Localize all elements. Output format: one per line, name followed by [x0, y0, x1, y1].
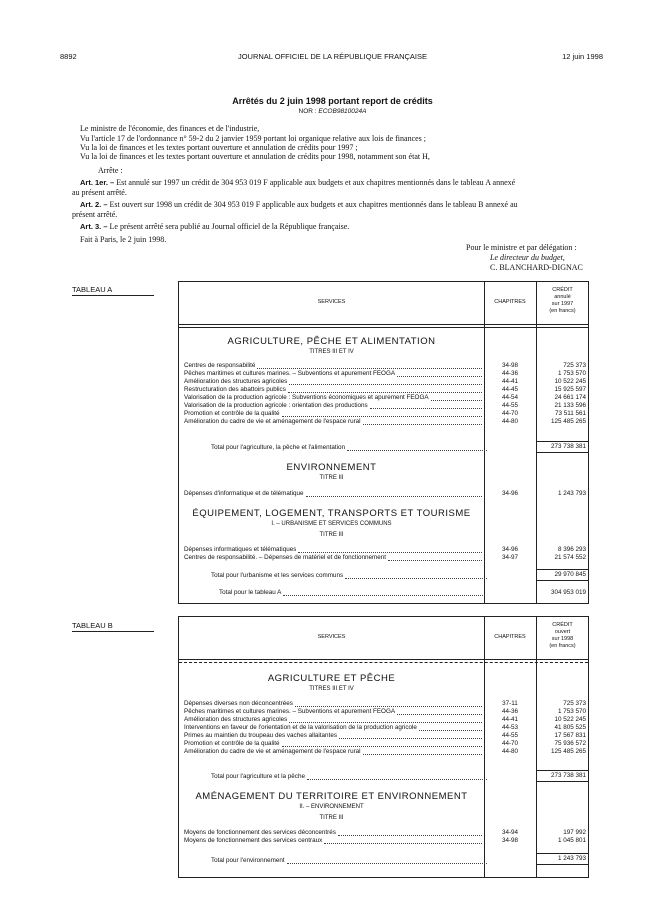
table-row [184, 490, 588, 498]
leader-dots [324, 837, 482, 844]
leader-dots [282, 740, 482, 747]
tableau-a-table [178, 281, 589, 604]
row-amount: 1 243 793 [557, 490, 586, 497]
arrete-label: Arrête : [98, 166, 123, 175]
row-amount: 725 373 [563, 362, 586, 369]
row-amount: 21 133 596 [554, 402, 586, 409]
section-subtitle: TITRES III ET IV [309, 686, 354, 692]
row-chapitre: 44-41 [501, 716, 519, 723]
table-row [184, 708, 588, 716]
row-chapitre: 37-11 [502, 700, 518, 707]
leader-dots [397, 708, 482, 715]
total-amount: 29 970 845 [554, 571, 586, 578]
signature-name: C. BLANCHARD-DIGNAC [490, 263, 583, 272]
total-label: Total pour l'agriculture, la pêche et l'alimentation [211, 444, 346, 451]
header-divider [179, 659, 588, 660]
section-title: AMÉNAGEMENT DU TERRITOIRE ET ENVIRONNEMENT [195, 791, 468, 802]
col-header-line: CRÉDIT [552, 287, 573, 293]
table-row [184, 829, 588, 837]
row-amount: 75 936 572 [554, 740, 586, 747]
table-row [184, 546, 588, 554]
col-header-line: ouvert [554, 629, 571, 635]
table-row [184, 724, 588, 732]
row-amount: 15 925 597 [554, 386, 586, 393]
leader-dots [295, 700, 482, 707]
row-chapitre: 44-45 [501, 386, 519, 393]
col-header-line: annulé [554, 294, 571, 300]
leader-dots [298, 546, 482, 553]
nor-code: ECOB9810024A [318, 108, 367, 115]
leader-dots [363, 748, 482, 755]
row-label: Restructuration des abattoirs publics [184, 386, 286, 393]
table-row [184, 837, 588, 845]
article-label: Art. 3. – [80, 222, 108, 231]
row-chapitre: 44-70 [501, 740, 519, 747]
section-subtitle: TITRE III [319, 532, 344, 538]
article-1-cont: au présent arrêté. [72, 188, 127, 197]
page-number: 8892 [60, 52, 77, 61]
table-row [184, 370, 588, 378]
table-row [184, 362, 588, 370]
leader-dots [306, 490, 482, 497]
row-amount: 1 753 570 [557, 370, 586, 377]
table-row [184, 378, 588, 386]
leader-dots [289, 378, 482, 385]
journal-title: JOURNAL OFFICIEL DE LA RÉPUBLIQUE FRANÇAISE [237, 52, 428, 61]
row-label: Promotion et contrôle de la qualité [184, 740, 280, 747]
section-subtitle: II. – ENVIRONNEMENT [299, 804, 364, 810]
section-subtitle: I. – URBANISME ET SERVICES COMMUNS [271, 521, 392, 527]
nor-reference [0, 108, 665, 115]
section-title: AGRICULTURE, PÊCHE ET ALIMENTATION [227, 336, 436, 347]
col-header-credit [536, 622, 589, 650]
table-row [184, 402, 588, 410]
row-amount: 1 753 570 [557, 708, 586, 715]
col-header-chapitres: CHAPITRES [494, 634, 526, 640]
article-label: Art. 2. – [80, 200, 108, 209]
intro-line: Vu la loi de finances et les textes portant ouverture et annulation de crédits pour 1998, notamment son état H, [80, 152, 430, 161]
tableau-a-label [72, 285, 154, 296]
intro-line: Vu la loi de finances et les textes portant ouverture et annulation de crédits pour 1997 ; [80, 143, 358, 152]
col-header-services: SERVICES [317, 299, 346, 305]
intro-line: Le ministre de l'économie, des finances et de l'industrie, [80, 124, 260, 133]
table-row [184, 554, 588, 562]
row-chapitre: 44-54 [501, 394, 519, 401]
header-divider [179, 324, 588, 325]
header-divider [179, 327, 588, 328]
row-label: Amélioration du cadre de vie et aménagement de l'espace rural [184, 748, 361, 755]
signature-line: Le directeur du budget, [490, 253, 565, 262]
leader-dots [338, 829, 482, 836]
col-header-line: (en francs) [549, 643, 576, 649]
leader-dots [397, 370, 482, 377]
tableau-b-label [72, 621, 154, 632]
row-label: Amélioration des structures agricoles [184, 378, 288, 385]
total-amount: 304 953 019 [550, 589, 586, 596]
row-amount: 41 805 525 [554, 724, 586, 731]
section-subtitle: TITRES III ET IV [309, 349, 354, 355]
table-row [184, 394, 588, 402]
row-chapitre: 34-96 [501, 490, 519, 497]
row-chapitre: 44-36 [501, 370, 519, 377]
row-label: Centres de responsabilité. – Dépenses de matériel et de fonctionnement [184, 554, 386, 561]
tableau-label-text: TABLEAU A [72, 285, 113, 294]
leader-dots [282, 410, 482, 417]
row-label: Moyens de fonctionnement des services déconcentrés [184, 829, 336, 836]
leader-dots [419, 724, 482, 731]
leader-dots [431, 394, 482, 401]
section-title: ÉQUIPEMENT, LOGEMENT, TRANSPORTS ET TOURISME [192, 508, 471, 519]
done-at: Fait à Paris, le 2 juin 1998. [80, 235, 167, 244]
leader-dots [370, 402, 482, 409]
row-label: Moyens de fonctionnement des services centraux [184, 837, 323, 844]
row-chapitre: 34-97 [501, 554, 519, 561]
total-label: Total pour l'urbanisme et les services communs [211, 572, 344, 579]
row-label: Valorisation de la production agricole : orientation des productions [184, 402, 368, 409]
nor-label: NOR : [298, 108, 317, 115]
table-row [184, 386, 588, 394]
section-subtitle: TITRE III [319, 815, 344, 821]
col-header-line: sur 1997 [551, 301, 574, 307]
total-label: Total pour l'agriculture et la pêche [211, 773, 305, 780]
leader-dots [339, 732, 482, 739]
leader-dots [283, 589, 485, 596]
leader-dots [307, 773, 487, 780]
row-label: Primes au maintien du troupeau des vaches allaitantes [184, 732, 337, 739]
row-chapitre: 34-96 [501, 546, 519, 553]
row-chapitre: 44-53 [501, 724, 519, 731]
col-header-services: SERVICES [317, 634, 346, 640]
row-chapitre: 44-36 [501, 708, 519, 715]
section-title: ENVIRONNEMENT [286, 462, 377, 473]
intro-line: Vu l'article 17 de l'ordonnance n° 59-2 du 2 janvier 1959 portant loi organique relative aux lois de finances ; [80, 134, 427, 143]
row-amount: 10 522 245 [554, 378, 586, 385]
row-label: Valorisation de la production agricole : Subventions économiques et apurement FEOGA [184, 394, 429, 401]
leader-dots [345, 572, 487, 579]
leader-dots [363, 418, 482, 425]
tableau-b-table [178, 616, 589, 878]
row-label: Dépenses d'informatique et de télématique [184, 490, 304, 497]
row-label: Pêches maritimes et cultures marines. – Subventions et apurement FEOGA [184, 708, 396, 715]
row-amount: 125 485 265 [550, 418, 586, 425]
total-label: Total pour le tableau A [219, 589, 282, 596]
table-row [184, 410, 588, 418]
total-amount: 273 738 381 [550, 772, 586, 779]
header-divider [179, 662, 588, 663]
row-label: Promotion et contrôle de la qualité [184, 410, 280, 417]
row-label: Pêches maritimes et cultures marines. – Subventions et apurement FEOGA [184, 370, 396, 377]
row-amount: 10 522 245 [554, 716, 586, 723]
col-header-line: CRÉDIT [552, 622, 573, 628]
row-chapitre: 34-98 [501, 837, 519, 844]
total-amount: 1 243 793 [557, 855, 586, 862]
row-amount: 24 661 174 [554, 394, 586, 401]
article-1 [80, 178, 515, 187]
article-text: Est annulé sur 1997 un crédit de 304 953 019 F applicable aux budgets et aux chapitres mentionnés dans le tableau A annexé [116, 178, 516, 187]
row-amount: 8 396 293 [557, 546, 586, 553]
table-row [184, 732, 588, 740]
issue-date: 12 juin 1998 [562, 52, 603, 61]
document-title: Arrêtés du 2 juin 1998 portant report de crédits [232, 96, 433, 106]
row-label: Dépenses diverses non déconcentrées [184, 700, 293, 707]
leader-dots [288, 386, 482, 393]
row-label: Amélioration des structures agricoles [184, 716, 288, 723]
leader-dots [257, 362, 482, 369]
article-text: Est ouvert sur 1998 un crédit de 304 953 019 F applicable aux budgets et aux chapitres mentionnés dans le tableau B annexé au [109, 200, 518, 209]
col-header-line: sur 1998 [551, 636, 574, 642]
row-chapitre: 44-41 [501, 378, 519, 385]
tableau-label-text: TABLEAU B [72, 621, 113, 630]
article-2 [80, 200, 518, 209]
row-amount: 725 373 [563, 700, 586, 707]
row-chapitre: 44-80 [501, 418, 519, 425]
section-subtitle: TITRE III [319, 475, 344, 481]
row-amount: 1 045 801 [557, 837, 586, 844]
row-chapitre: 44-70 [501, 410, 519, 417]
divider [72, 295, 154, 296]
article-2-cont: présent arrêté. [72, 210, 118, 219]
col-header-line: (en francs) [549, 308, 576, 314]
table-row [184, 748, 588, 756]
total-label: Total pour l'environnement [211, 857, 285, 864]
leader-dots [347, 444, 487, 451]
row-label: Centres de responsabilité [184, 362, 256, 369]
row-chapitre: 44-55 [501, 732, 519, 739]
divider [72, 631, 154, 632]
table-row [184, 716, 588, 724]
row-chapitre: 44-55 [501, 402, 519, 409]
row-amount: 125 485 265 [550, 748, 586, 755]
row-amount: 21 574 552 [554, 554, 586, 561]
row-chapitre: 34-94 [501, 829, 519, 836]
row-amount: 17 567 831 [554, 732, 586, 739]
col-header-credit [536, 287, 589, 315]
article-label: Art. 1er. – [80, 178, 115, 187]
row-label: Interventions en faveur de l'orientation et de la valorisation de la production agricole [184, 724, 417, 731]
leader-dots [289, 716, 482, 723]
article-text: Le présent arrêté sera publié au Journal officiel de la République française. [109, 222, 350, 231]
row-label: Amélioration du cadre de vie et aménagement de l'espace rural [184, 418, 361, 425]
article-3 [80, 222, 349, 231]
table-row [184, 700, 588, 708]
signature-line: Pour le ministre et par délégation : [466, 243, 577, 252]
row-amount: 197 992 [563, 829, 586, 836]
leader-dots [287, 857, 487, 864]
total-amount: 273 738 381 [550, 443, 586, 450]
table-row [184, 740, 588, 748]
table-row [184, 418, 588, 426]
row-chapitre: 34-98 [501, 362, 519, 369]
row-label: Dépenses informatiques et télématiques [184, 546, 297, 553]
row-amount: 73 511 561 [554, 410, 586, 417]
leader-dots [388, 554, 482, 561]
row-chapitre: 44-80 [501, 748, 519, 755]
col-header-chapitres: CHAPITRES [494, 299, 526, 305]
section-title: AGRICULTURE ET PÊCHE [267, 673, 396, 684]
